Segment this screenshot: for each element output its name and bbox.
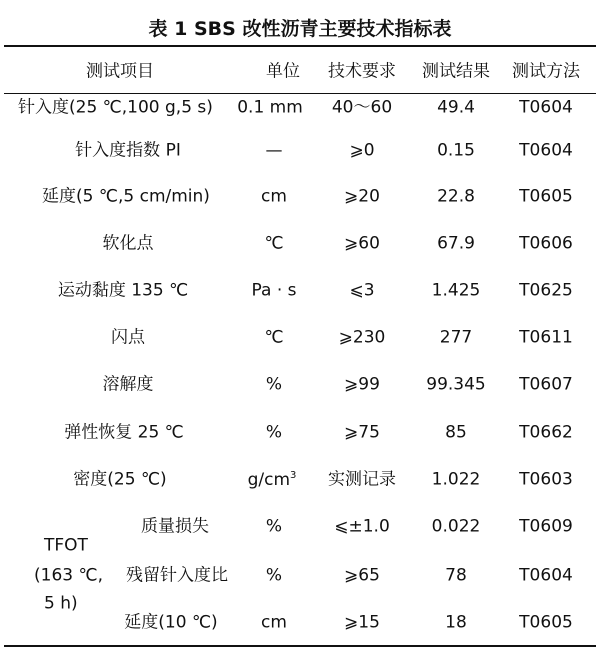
table-row-result: 18 xyxy=(445,612,467,633)
table-row-result: 78 xyxy=(445,565,467,586)
table-row-item: 闪点 xyxy=(111,327,145,348)
table-row-item: 溶解度 xyxy=(102,374,154,395)
table-title: 表 1 SBS 改性沥青主要技术指标表 xyxy=(148,18,452,40)
tfot-label: TFOT xyxy=(44,535,88,556)
table-row-method: T0604 xyxy=(519,97,573,118)
table-row-unit: % xyxy=(265,565,283,586)
table-row-method: T0605 xyxy=(519,612,573,633)
table-row-item: 针入度(25 ℃,100 g,5 s) xyxy=(18,97,213,118)
table-row-item: 弹性恢复 25 ℃ xyxy=(64,422,184,443)
table-row-item: 软化点 xyxy=(102,233,154,254)
bottom-rule xyxy=(4,645,596,647)
table-row-method: T0662 xyxy=(519,422,573,443)
table-row-result: 0.022 xyxy=(431,516,481,537)
table-row-result: 85 xyxy=(445,422,467,443)
table-row-requirement: ⩾60 xyxy=(344,233,380,254)
table-row-method: T0605 xyxy=(519,186,573,207)
table-row-result: 1.425 xyxy=(431,280,481,301)
table-row-item: 针入度指数 PI xyxy=(75,140,181,161)
table-row-unit: % xyxy=(265,422,283,443)
table-row-item: 密度(25 ℃) xyxy=(73,469,167,490)
header-requirement: 技术要求 xyxy=(328,61,396,82)
table-row-unit: cm xyxy=(261,186,287,207)
table-row-result: 0.15 xyxy=(437,140,475,161)
table-row-method: T0606 xyxy=(519,233,573,254)
table-row-requirement: ⩾99 xyxy=(344,374,380,395)
table-row-method: T0604 xyxy=(519,565,573,586)
table-row-unit: 0.1 mm xyxy=(237,97,303,118)
table-row-method: T0607 xyxy=(519,374,573,395)
table-row-unit: % xyxy=(265,374,283,395)
table-row-requirement: ⩾230 xyxy=(338,327,386,348)
table-row-result: 67.9 xyxy=(437,233,475,254)
table-row-item: 延度(10 ℃) xyxy=(124,612,218,633)
table-row-result: 49.4 xyxy=(437,97,475,118)
header-unit: 单位 xyxy=(266,61,300,82)
table-row-requirement: 40～60 xyxy=(331,97,393,118)
table-row-method: T0625 xyxy=(519,280,573,301)
table-row-result: 277 xyxy=(439,327,473,348)
table-row-item: 延度(5 ℃,5 cm/min) xyxy=(42,186,210,207)
table-row-requirement: ⩽3 xyxy=(349,280,375,301)
tfot-condition: (163 ℃, xyxy=(34,565,103,586)
header-result: 测试结果 xyxy=(422,61,490,82)
table-row-unit: ℃ xyxy=(264,327,284,348)
table-row-result: 1.022 xyxy=(431,469,481,490)
table-row-item: 残留针入度比 xyxy=(126,565,228,586)
table-row-method: T0609 xyxy=(519,516,573,537)
table-row-requirement: ⩽±1.0 xyxy=(334,516,390,537)
table-row-unit: Pa · s xyxy=(251,280,297,301)
table-row-item: 质量损失 xyxy=(141,516,209,537)
tfot-duration: 5 h) xyxy=(44,593,78,614)
table-row-requirement: ⩾20 xyxy=(344,186,380,207)
header-item: 测试项目 xyxy=(86,61,154,82)
table-row-unit xyxy=(248,471,297,489)
table-row-requirement: ⩾0 xyxy=(349,140,375,161)
header-rule xyxy=(4,93,596,94)
unit-superscript: 3 xyxy=(290,470,297,481)
header-method: 测试方法 xyxy=(512,61,580,82)
table-row-requirement: ⩾65 xyxy=(344,565,380,586)
table-row-item: 运动黏度 135 ℃ xyxy=(57,280,189,301)
unit-base: g/cm xyxy=(247,470,291,490)
table-row-unit: cm xyxy=(261,612,287,633)
table-row-unit: % xyxy=(265,516,283,537)
table-row-method: T0603 xyxy=(519,469,573,490)
top-rule xyxy=(4,45,596,47)
table-row-method: T0611 xyxy=(519,327,573,348)
table-row-method: T0604 xyxy=(519,140,573,161)
table-row-result: 22.8 xyxy=(437,186,475,207)
table-row-unit: ℃ xyxy=(264,233,284,254)
table-row-result: 99.345 xyxy=(426,374,486,395)
table-row-unit: — xyxy=(265,140,283,161)
table-row-requirement: 实测记录 xyxy=(328,469,396,490)
table-row-requirement: ⩾75 xyxy=(344,422,380,443)
table-row-requirement: ⩾15 xyxy=(344,612,380,633)
